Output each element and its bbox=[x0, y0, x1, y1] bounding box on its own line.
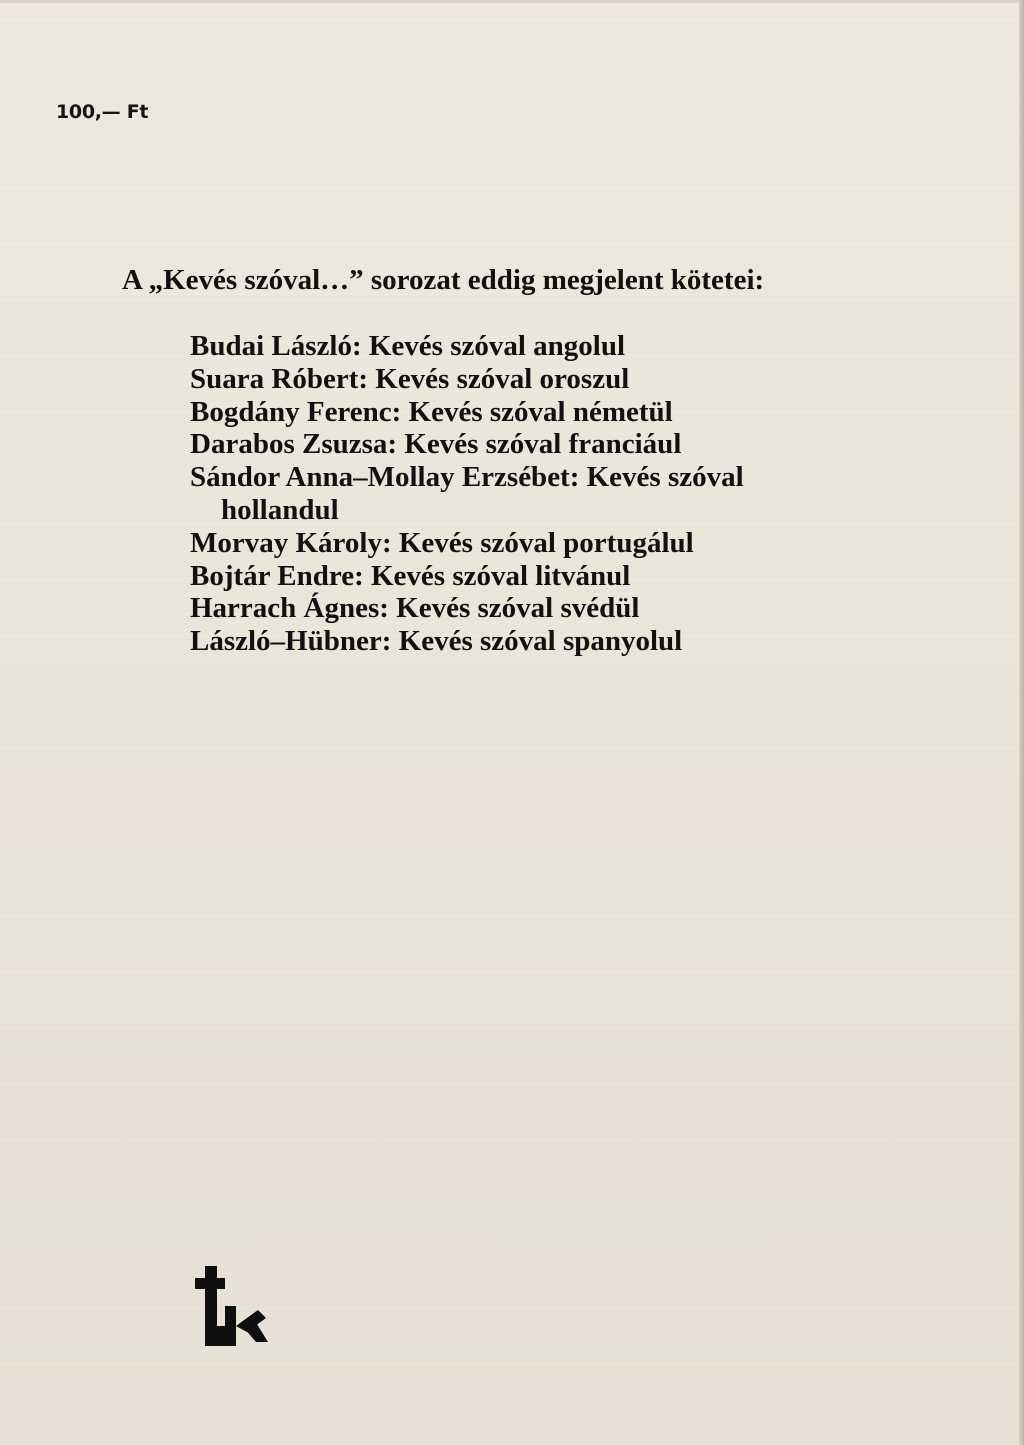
book-list bbox=[190, 330, 830, 658]
tk-publisher-logo-icon bbox=[192, 1266, 268, 1346]
list-item: Darabos Zsuzsa: Kevés szóval franciául bbox=[190, 428, 682, 461]
series-heading: A „Kevés szóval…” sorozat eddig megjelent kötetei: bbox=[122, 264, 765, 296]
list-item: Morvay Károly: Kevés szóval portugálul bbox=[190, 526, 694, 559]
list-item: Bogdány Ferenc: Kevés szóval németül bbox=[190, 395, 673, 428]
list-item: Sándor Anna–Mollay Erzsébet: Kevés szóval hollandul bbox=[190, 461, 744, 526]
list-item: Harrach Ágnes: Kevés szóval svédül bbox=[190, 592, 640, 625]
price-label: 100,— Ft bbox=[56, 101, 149, 123]
cover-right-edge bbox=[1019, 0, 1024, 1445]
list-item: Bojtár Endre: Kevés szóval litvánul bbox=[190, 559, 631, 592]
list-item: László–Hübner: Kevés szóval spanyolul bbox=[190, 625, 683, 658]
list-item: Suara Róbert: Kevés szóval oroszul bbox=[190, 362, 630, 395]
cover-top-edge bbox=[0, 0, 1024, 3]
list-item: Budai László: Kevés szóval angolul bbox=[190, 330, 626, 362]
